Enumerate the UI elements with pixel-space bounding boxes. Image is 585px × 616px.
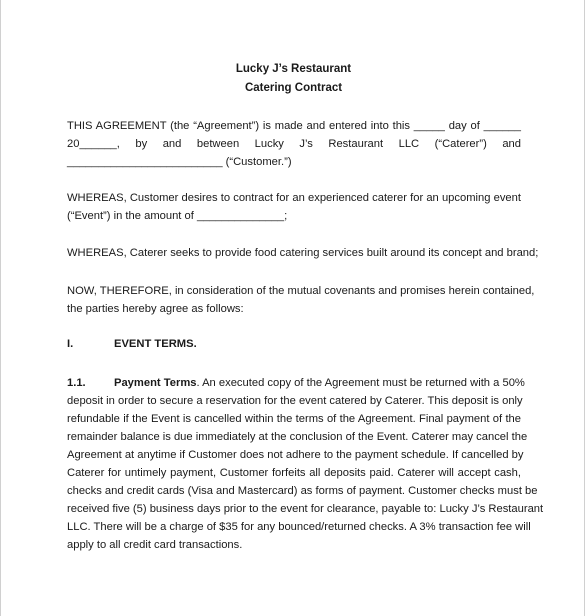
document-subtitle: Catering Contract	[244, 82, 343, 94]
clause-1-1-first-line-body	[114, 374, 525, 392]
clause-1-1-line-10: apply to all credit card transactions.	[67, 539, 243, 551]
clause-1-1	[67, 374, 544, 554]
clause-1-1-line-3: refundable if the Event is cancelled within the terms of the Agreement. Final payment of the	[67, 413, 521, 425]
clause-1-1-first-line	[67, 374, 525, 392]
intro-line-1: THIS AGREEMENT (the “Agreement”) is made and entered into this _____ day of ______	[67, 120, 521, 132]
section-1-heading: EVENT TERMS.	[114, 338, 197, 350]
section-1-number: I.	[67, 338, 74, 350]
clause-1-1-line-7: checks and credit cards (Visa and Mastercard) as forms of payment. Customer checks must be	[67, 485, 538, 497]
clause-1-1-line-5: Agreement at anytime if Customer does not adhere to the payment schedule. If cancelled by	[67, 449, 524, 461]
now-therefore-paragraph	[67, 282, 535, 318]
whereas2-line-1: WHEREAS, Caterer seeks to provide food catering services built around its concept and brand;	[67, 247, 539, 259]
intro-paragraph	[67, 117, 521, 171]
intro-line-2: 20______, by and between Lucky J’s Restaurant LLC (“Caterer”) and	[67, 138, 521, 150]
clause-1-1-line-4: remainder balance is due immediately at the conclusion of the Event. Caterer may cancel the	[67, 431, 528, 443]
now-line-1: NOW, THEREFORE, in consideration of the mutual covenants and promises herein contained,	[67, 285, 535, 297]
whereas-paragraph-1	[67, 189, 521, 225]
whereas1-line-2: (“Event”) in the amount of ______________;	[67, 210, 288, 222]
whereas1-line-1: WHEREAS, Customer desires to contract for an experienced caterer for an upcoming event	[67, 192, 521, 204]
intro-line-3: _________________________ (“Customer.”)	[67, 156, 292, 168]
clause-1-1-line-2: deposit in order to secure a reservation for the event catered by Caterer. This deposit is only	[67, 395, 523, 407]
document-title: Lucky J’s Restaurant	[235, 63, 352, 75]
clause-1-1-line-9: LLC. There will be a charge of $35 for any bounced/returned checks. A 3% transaction fee will	[67, 521, 531, 533]
now-line-2: the parties hereby agree as follows:	[67, 303, 244, 315]
clause-1-1-number: 1.1.	[67, 377, 86, 389]
clause-1-1-heading: Payment Terms	[114, 377, 197, 389]
clause-1-1-line-6: Caterer for untimely payment, Customer forfeits all deposits paid. Caterer will accept cash,	[67, 467, 521, 479]
whereas-paragraph-2	[67, 244, 539, 262]
clause-1-1-text-1: . An executed copy of the Agreement must be returned with a 50%	[196, 377, 525, 389]
clause-1-1-line-8: received five (5) business days prior to the event for clearance, payable to: Lucky J’s Restaurant	[67, 503, 544, 515]
